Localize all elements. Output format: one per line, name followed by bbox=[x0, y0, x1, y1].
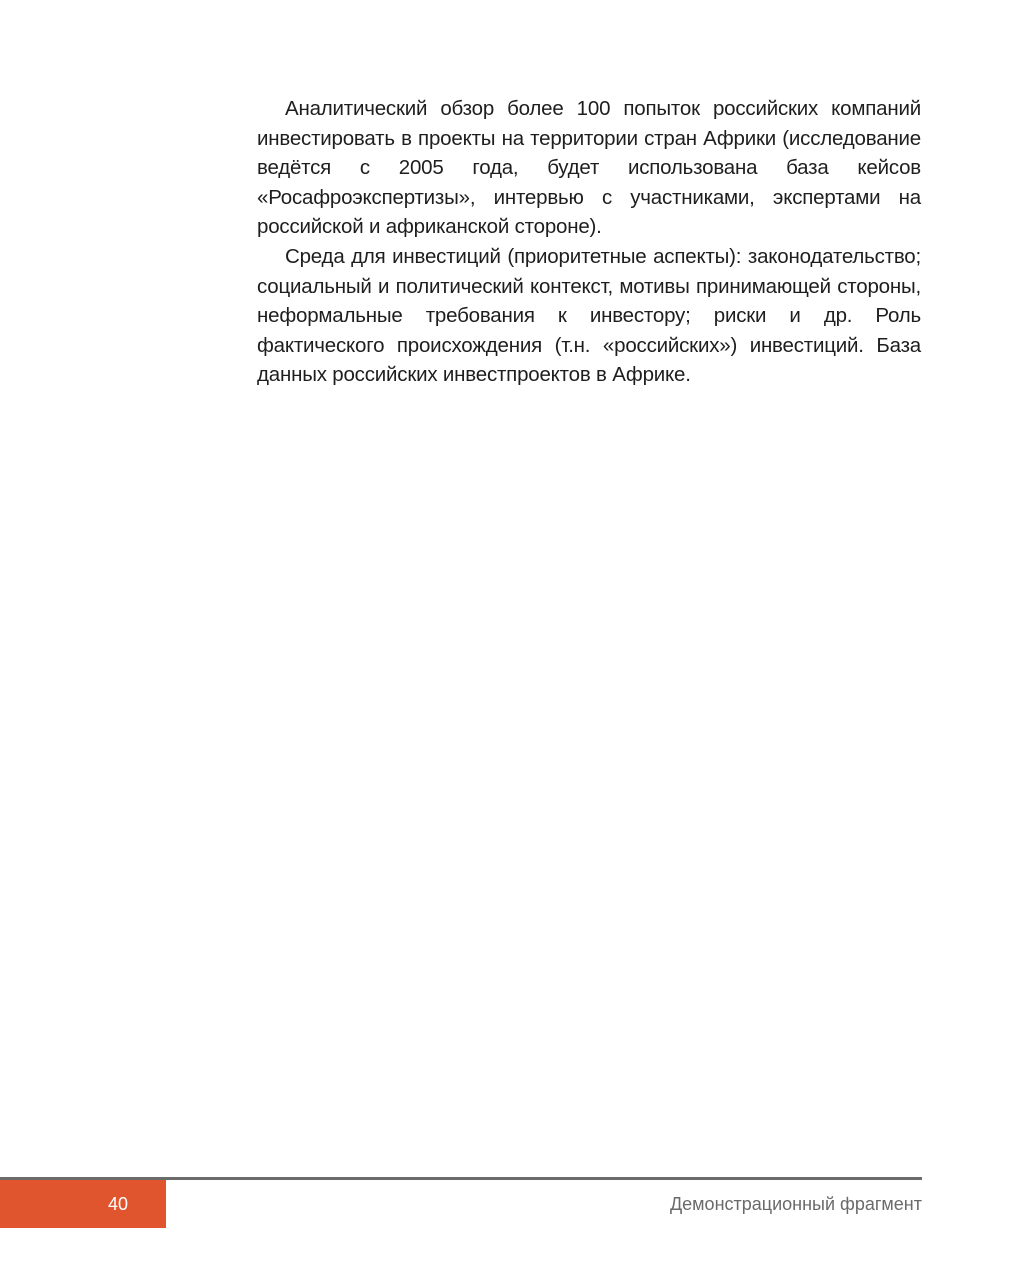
page-number: 40 bbox=[108, 1194, 129, 1214]
footer-caption: Демонстрационный фрагмент bbox=[669, 1194, 922, 1214]
paragraph-2: Среда для инвестиций (приоритетные аспекты): законодательство; социальный и политический контекст, мотивы принимающей стороны, неформальные требования к инвестору; риски и др. Роль фактического происхождения (т.н. «российских») инвестиций. База данных российских инвестпроектов в Африке. bbox=[257, 244, 921, 387]
page-number-badge bbox=[0, 1180, 166, 1228]
body-text bbox=[257, 94, 921, 390]
paragraph-1: Аналитический обзор более 100 попыток российских компаний инвестировать в проекты на территории стран Африки (исследование ведётся с 2005 года, будет использована база кейсов «Росафроэкспертизы», интервью с участниками, экспертами на российской и африканской стороне). bbox=[257, 97, 921, 239]
